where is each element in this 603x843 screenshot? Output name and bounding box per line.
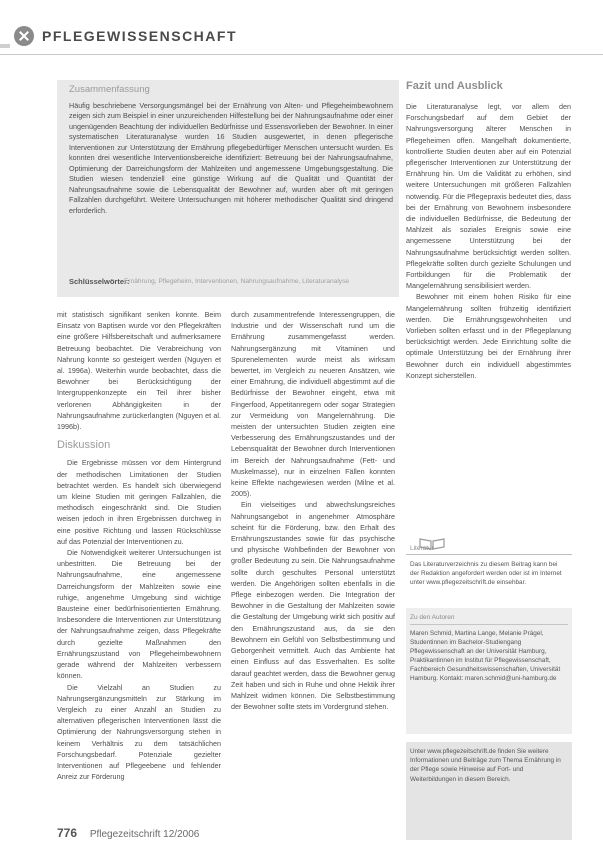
page-number: 776 xyxy=(57,826,78,840)
page-header xyxy=(14,26,237,46)
keywords-text: Ernährung, Pflegeheim, Interventionen, Nahrungsaufnahme, Literaturanalyse xyxy=(124,278,350,285)
author-label: Zu den Autoren xyxy=(410,614,455,621)
section-title: PFLEGEWISSENSCHAFT xyxy=(42,28,238,44)
author-divider xyxy=(410,624,568,625)
col1-paragraph: mit statistisch signifikant senken konnte. Beim Einsatz von Baptisen wurde vor den Pflegekräften eine größere Hilfsbereitschaft und aufmerksamere Betreuung beobachtet. Die Verabreichung von Nahrung konnte so gesteigert werden (Nguyen et al. 1996a). Weiterhin wurde beobachtet, dass die Bewohner bei Berücksichtigung der Intergruppenkonzepte ein Teil ihrer bisher verlorenen Abhängigkeiten in der Nahrungsaufnahme zurückerlangten (Nguyen et al. 1996b). xyxy=(57,310,221,432)
col1-paragraph: Die Ergebnisse müssen vor dem Hintergrund der methodischen Limitationen der Studien betrachtet werden. Es handelt sich überwiegend um kleine Studien mit geringen Fallzahlen, die methodisch eingeschränkt sind. Die Studien weisen jedoch in ihren Ergebnissen durchweg in eine positive Richtung und lassen Rückschlüsse auf das Potenzial der Interventionen zu. xyxy=(57,458,221,546)
col3-paragraph: Bewohner mit einem hohen Risiko für eine Mangelernährung sollten frühzeitig identifiziert werden. Die Ernährungsgewohnheiten und Vorlieben sollten erfasst und in der Pflegeplanung berücksichtigt werden. Jede Einrichtung sollte die optimale Unterstützung bei der Ernährung ihrer Bewohner durch ein individuell abgestimmtes Konzept sicherstellen. xyxy=(406,292,571,380)
literature-divider xyxy=(406,554,572,555)
journal-name: Pflegezeitschrift 12/2006 xyxy=(89,829,200,840)
page-footer xyxy=(57,826,199,840)
summary-title: Zusammenfassung xyxy=(69,84,150,95)
literature-text: Das Literaturverzeichnis zu diesem Beitrag kann bei der Redaktion angefordert werden oder ist im Internet unter www.pflegezeitschrift.de einsehbar. xyxy=(410,561,562,587)
column-1 xyxy=(57,309,221,782)
column-3 xyxy=(406,101,571,381)
col2-paragraph: durch zusammentrefende Interessengruppen, die Industrie und der Wissenschaft rund um die Ernährung zusammengefasst werden. Nahrungsergänzung mit Vitaminen und Spurenelementen wurde meist als wirksam bewertet, im Vergleich zu neueren Ansätzen, wie einer Ernährung, die individuell abgestimmt auf die Bedürfnisse der Bewohner eingeht, etwa mit Fingerfood, Appetitanregern oder sogar Strategien zur Vermeidung von Mangelernährung. Die meisten der untersuchten Studien zeigten eine Verbesserung des Ernährungszustandes und der Lebensqualität der Bewohner durch Interventionen im Bereich der Nahrungsaufnahme (Fett- und Muskelmasse), nur in einzelnen Fällen konnten keine Effekte nachgewiesen werden (Milne et al. 2005). xyxy=(231,310,395,499)
conclusion-heading: Fazit und Ausblick xyxy=(406,80,503,92)
x-circle-icon xyxy=(14,26,34,46)
author-text: Maren Schmid, Martina Lange, Melanie Prägel, Studentinnen im Bachelor-Studiengang Pflegewissenschaft an der Universität Hamburg, Praktikantinnen im Institut für Pflegewissenschaft, Fachbereich Gesundheitswissenschaften, Universität Hamburg. Kontakt: maren.schmid@uni-hamburg.de xyxy=(410,630,561,683)
summary-text: Häufig beschriebene Versorgungsmängel bei der Ernährung von Alten- und Pflegeheimbewohnern zeigen sich zum Beispiel in einer unzureichenden Hilfestellung bei der Nahrungsaufnahme oder einer ungenügenden Beachtung der individuellen Bedürfnisse und Essensvorlieben der Bewohner. In einer systematischen Literaturanalyse wurden 16 Studien ausgewertet, in denen pflegerische Interventionen zur Unterstützung der Ernährung pflegebedürftiger Menschen untersucht wurden. Es konnten drei wesentliche Interventionsbereiche identifiziert: Betreuung bei der Nahrungsaufnahme, Optimierung der Darreichungsform der Mahlzeiten und angemessene Umgebungsgestaltung. Die Studien wiesen tendenziell eine günstige Wirkung auf die Qualität und Quantität der Nahrungsaufnahme sowie die Lebensqualität der Bewohner auf, wurden aber oft mit geringen Fallzahlen durchgeführt. Weitere Untersuchungen mit höherer methodischer Qualität sind dringend erforderlich. xyxy=(69,101,393,215)
literature-label: Literatur xyxy=(410,545,434,552)
col1-paragraph: Die Vielzahl an Studien zu Nahrungsergänzungsmitteln zur Stärkung im Vergleich zu einer Anzahl an Studien zu alternativen pflegerischen Interventionen lässt die Optimierung der Nahrungsversorgung stehen in keinem Verhältnis zu dem tatsächlichen Forschungsbedarf. Potenziale gezielter Interventionen auf Pflegeebene und fehlender Anreiz zur Förderung xyxy=(57,682,221,782)
column-2 xyxy=(231,309,395,712)
header-divider xyxy=(0,54,603,55)
corner-mark xyxy=(0,44,10,48)
keywords-label: Schlüsselwörter: xyxy=(69,277,130,286)
col1-paragraph: Die Notwendigkeit weiterer Untersuchungen ist unbestritten. Die Betreuung bei der Nahrungsaufnahme, eine angemessene Darreichungsform der Mahlzeiten sowie eine ruhige, angenehme Umgebung sind wichtige Bausteine einer bedürfnisorientierten Ernährung. Insbesondere die Interventionen zur Unterstützung der Nahrungsaufnahme zeigen, dass Pflegekräfte durch gezielte Maßnahmen den Ernährungszustand von Pflegeheimbewohnern gerade während der Mahlzeiten verbessern können. xyxy=(57,548,221,681)
col2-paragraph: Ein vielseitiges und abwechslungsreiches Nahrungsangebot in angenehmer Atmosphäre scheint für die Förderung, bzw. den Erhalt des Ernährungszustandes sowie für das psychische und physische Wohlbefinden der Bewohner von großer Bedeutung zu sein. Die Nahrungsaufnahme sollte durch geschultes Personal unterstützt werden. Die Angehörigen sollten ebenfalls in die Pflege einbezogen werden. Die Integration der Bewohner in die Gestaltung der Mahlzeiten sowie die Gestaltung der Umgebung wirkt sich positiv auf den Ernährungszustand aus, da sie den Bewohnern ein Gefühl von Selbstbestimmung und Geborgenheit vermittelt. Auch das Ambiente hat einen Einfluss auf das Essverhalten. Es sollte darauf geachtet werden, dass die Bewohner genug Zeit haben und sich in Ruhe und ohne Hektik ihrer Mahlzeit widmen können. Die Selbstbestimmung der Bewohner sollte stets im Vordergrund stehen. xyxy=(231,500,395,712)
info-text: Unter www.pflegezeitschrift.de finden Sie weitere Informationen und Beiträge zum Thema Ernährung in der Pflege sowie Hinweise auf Fort- und Weiterbildungen in diesem Bereich. xyxy=(410,748,561,783)
col3-paragraph: Die Literaturanalyse legt, vor allem den Forschungsbedarf auf dem Gebiet der Nahrungsversorgung älterer Menschen in Pflegeheimen offen. Mangelhaft dokumentierte, kontrollierte Studien deuten aber auf ein Potenzial pflegerischer Interventionen zur Unterstützung der Ernährung hin. Um die Validität zu erhöhen, sind weitere Untersuchungen mit größeren Fallzahlen notwendig. Für die Pflegepraxis bedeutet dies, dass bei der Ernährung von Bewohnern insbesondere die individuellen Bedürfnisse, die Bedeutung der Mahlzeit als soziales Ereignis sowie eine angemessene Unterstützung bei der Nahrungsaufnahme berücksichtigt werden sollten. Pflegekräfte sollten durch gezielte Schulungen und Fortbildungen für die Problematik der Mangelernährung sensibilisiert werden. xyxy=(406,102,572,291)
discussion-heading: Diskussion xyxy=(57,439,111,452)
